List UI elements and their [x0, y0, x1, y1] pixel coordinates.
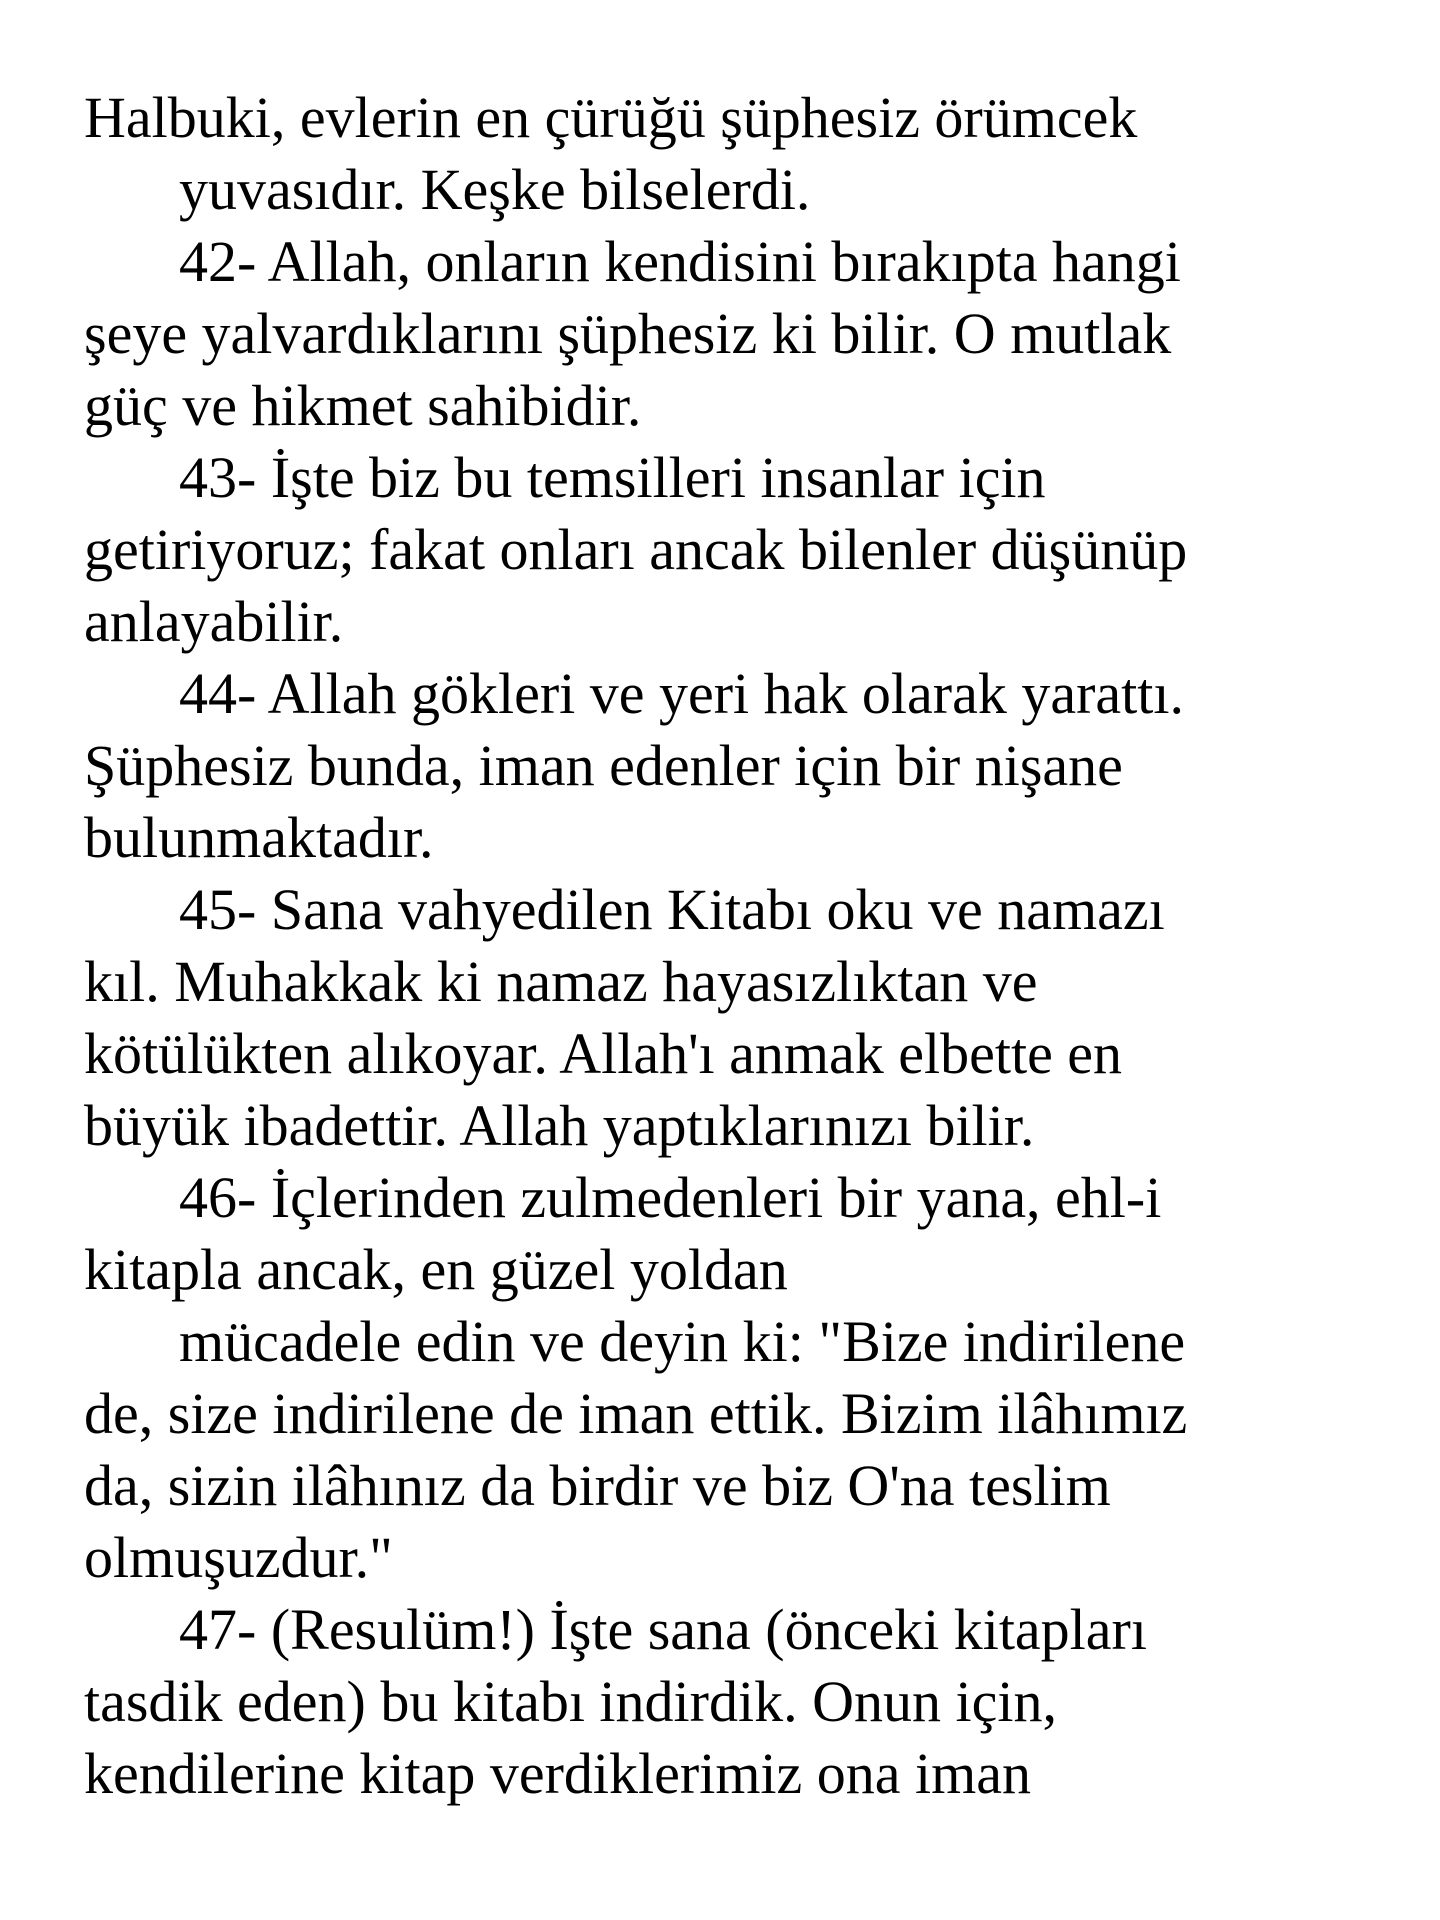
text-line: kıl. Muhakkak ki namaz hayasızlıktan ve [84, 949, 1038, 1014]
text-line: kendilerine kitap verdiklerimiz ona iman [84, 1741, 1032, 1806]
text-line: tasdik eden) bu kitabı indirdik. Onun için, [84, 1669, 1057, 1734]
body-text [84, 82, 1384, 1810]
text-line: anlayabilir. [84, 589, 344, 654]
text-line: mücadele edin ve deyin ki: "Bize indirilene [179, 1309, 1186, 1374]
verse-42-start: 42- Allah, onların kendisini bırakıpta hangi [179, 229, 1181, 294]
text-line: da, sizin ilâhınız da birdir ve biz O'na teslim [84, 1453, 1111, 1518]
text-line: büyük ibadettir. Allah yaptıklarınızı bilir. [84, 1093, 1035, 1158]
verse-45-start: 45- Sana vahyedilen Kitabı oku ve namazı [179, 877, 1165, 942]
text-line: Halbuki, evlerin en çürüğü şüphesiz örümcek [84, 85, 1138, 150]
text-line: Şüphesiz bunda, iman edenler için bir nişane [84, 733, 1123, 798]
text-line: yuvasıdır. Keşke bilselerdi. [179, 157, 811, 222]
text-line: olmuşuzdur." [84, 1525, 393, 1590]
verse-47-start: 47- (Resulüm!) İşte sana (önceki kitapları [179, 1597, 1147, 1662]
text-line: de, size indirilene de iman ettik. Bizim ilâhımız [84, 1381, 1188, 1446]
text-line: şeye yalvardıklarını şüphesiz ki bilir. O mutlak [84, 301, 1172, 366]
verse-43-start: 43- İşte biz bu temsilleri insanlar için [179, 445, 1046, 510]
verse-44-start: 44- Allah gökleri ve yeri hak olarak yarattı. [179, 661, 1184, 726]
text-line: güç ve hikmet sahibidir. [84, 373, 642, 438]
text-line: kitapla ancak, en güzel yoldan [84, 1237, 788, 1302]
text-line: getiriyoruz; fakat onları ancak bilenler düşünüp [84, 517, 1188, 582]
verse-46-start: 46- İçlerinden zulmedenleri bir yana, ehl-i [179, 1165, 1162, 1230]
text-line: kötülükten alıkoyar. Allah'ı anmak elbette en [84, 1021, 1123, 1086]
text-line: bulunmaktadır. [84, 805, 434, 870]
